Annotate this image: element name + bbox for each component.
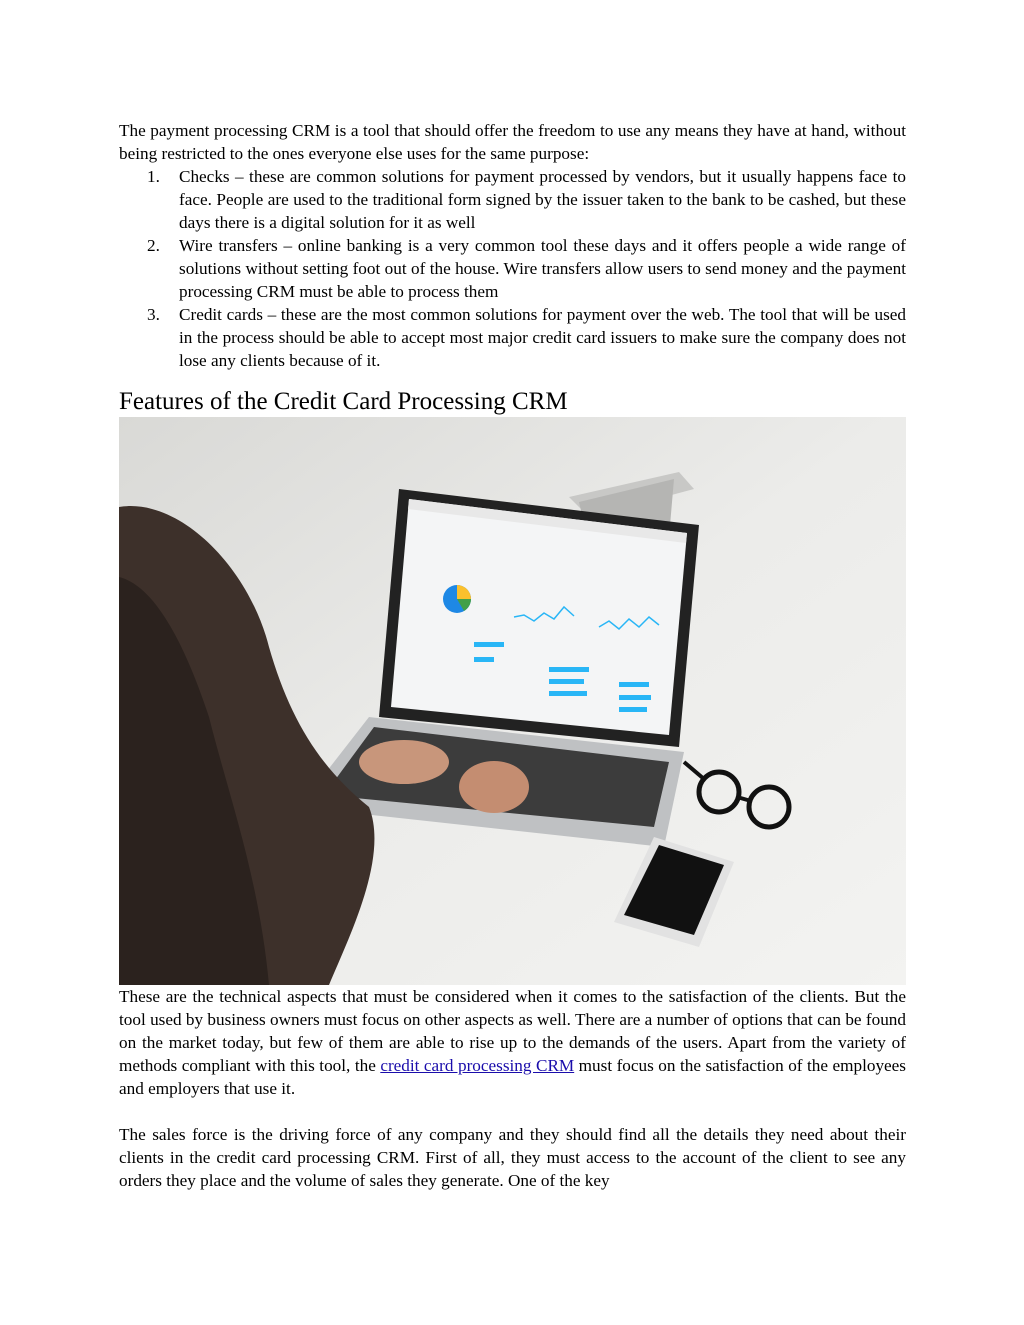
payment-methods-list bbox=[119, 165, 906, 372]
credit-card-crm-link[interactable]: credit card processing CRM bbox=[380, 1056, 575, 1075]
laptop-photo bbox=[119, 417, 906, 985]
list-item bbox=[119, 303, 906, 372]
list-number: 2. bbox=[147, 236, 160, 255]
paragraph-2: The sales force is the driving force of any company and they should find all the details they need about their clients in the credit card processing CRM. First of all, they must access to the account of the client to see any orders they place and the volume of sales they generate. One of the key bbox=[119, 1125, 906, 1190]
list-item bbox=[119, 165, 906, 234]
list-number: 3. bbox=[147, 305, 160, 324]
document-page bbox=[119, 119, 906, 1192]
list-number: 1. bbox=[147, 167, 160, 186]
list-item-text: Wire transfers – online banking is a very common tool these days and it offers people a wide range of solutions without setting foot out of the house. Wire transfers allow users to send money and the payment processing CRM must be able to process them bbox=[179, 236, 906, 301]
paragraph-1 bbox=[119, 985, 906, 1100]
paragraph-1-text-b: must focus on the satisfaction of the employees and employers that use it. bbox=[119, 1056, 906, 1098]
section-heading: Features of the Credit Card Processing CRM bbox=[119, 388, 568, 415]
paragraph-1-text-a: These are the technical aspects that must be considered when it comes to the satisfaction of the clients. But the tool used by business owners must focus on other aspects as well. There are a number of options that can be found on the market today, but few of them are able to rise up to the demands of the users. Apart from the variety of methods compliant with this tool, the bbox=[119, 987, 906, 1075]
list-item bbox=[119, 234, 906, 303]
list-item-text: Credit cards – these are the most common solutions for payment over the web. The tool that will be used in the process should be able to accept most major credit card issuers to make sure the company does not lose any clients because of it. bbox=[179, 305, 906, 370]
list-item-text: Checks – these are common solutions for payment processed by vendors, but it usually happens face to face. People are used to the traditional form signed by the issuer taken to the bank to be cashed, but these days there is a digital solution for it as well bbox=[179, 167, 906, 232]
intro-paragraph: The payment processing CRM is a tool that should offer the freedom to use any means they have at hand, without being restricted to the ones everyone else uses for the same purpose: bbox=[119, 121, 906, 163]
